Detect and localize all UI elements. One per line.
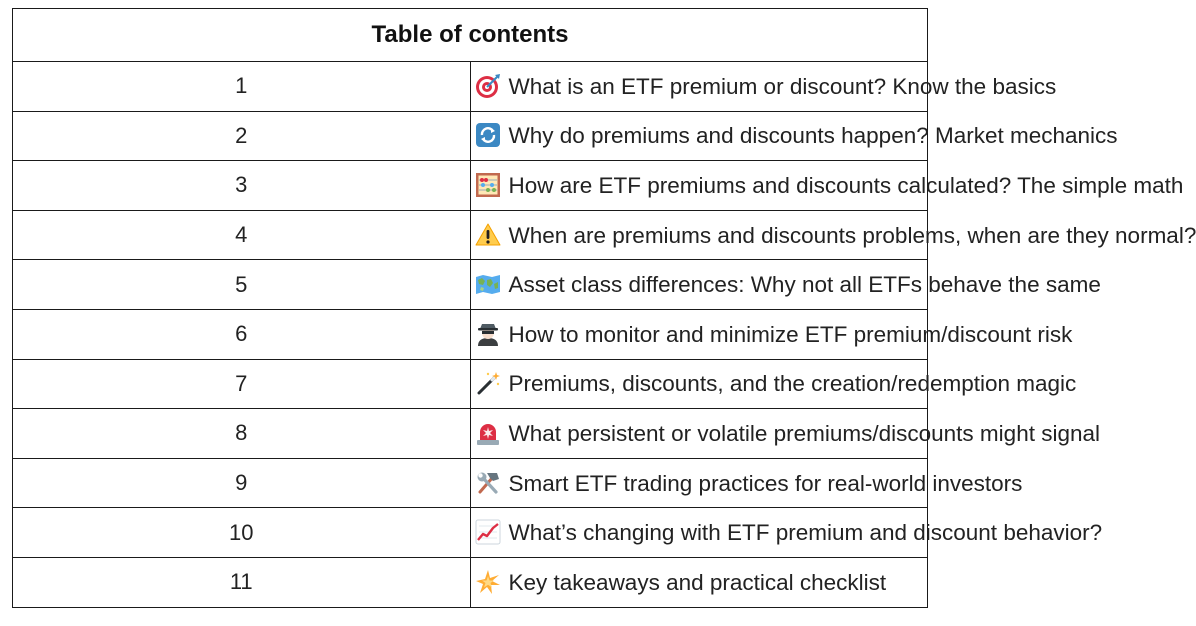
toc-item-text: Smart ETF trading practices for real-world investors — [508, 470, 1023, 496]
target-icon — [475, 73, 501, 99]
row-number: 8 — [13, 409, 471, 459]
world-map-icon — [475, 271, 501, 297]
toc-item-text: When are premiums and discounts problems, when are they normal? — [508, 222, 1196, 248]
warning-icon — [475, 222, 501, 248]
table-row — [13, 359, 928, 409]
toc-item-text: What is an ETF premium or discount? Know the basics — [508, 73, 1057, 99]
abacus-icon — [475, 172, 501, 198]
toc-item-text: Key takeaways and practical checklist — [508, 569, 887, 595]
toc-link[interactable] — [470, 359, 1077, 409]
refresh-arrows-icon — [475, 122, 501, 148]
toc-link[interactable] — [470, 62, 1057, 112]
toc-link[interactable] — [470, 111, 1118, 161]
table-row — [13, 111, 928, 161]
table-row — [13, 210, 928, 260]
magic-wand-icon — [475, 370, 501, 396]
toc-link[interactable] — [470, 309, 1073, 359]
row-number: 9 — [13, 458, 471, 508]
table-title: Table of contents — [13, 9, 928, 62]
row-number: 10 — [13, 508, 471, 558]
table-row — [13, 508, 928, 558]
toc-item-text: How to monitor and minimize ETF premium/discount risk — [508, 321, 1073, 347]
row-number: 11 — [13, 557, 471, 607]
toc-item-text: How are ETF premiums and discounts calculated? The simple math — [508, 172, 1184, 198]
table-row — [13, 309, 928, 359]
detective-icon — [475, 321, 501, 347]
toc-item-text: Why do premiums and discounts happen? Market mechanics — [508, 123, 1118, 149]
toc-link[interactable] — [470, 508, 1103, 558]
row-number: 5 — [13, 260, 471, 310]
row-number: 3 — [13, 161, 471, 211]
table-row — [13, 260, 928, 310]
toc-link[interactable] — [470, 458, 1023, 508]
table-of-contents — [12, 8, 1196, 608]
glowing-star-icon — [475, 569, 501, 595]
row-number: 4 — [13, 210, 471, 260]
row-number: 2 — [13, 111, 471, 161]
hammer-wrench-icon — [475, 470, 501, 496]
toc-link[interactable] — [470, 409, 1100, 459]
table-header-row — [13, 9, 928, 62]
table-row — [13, 557, 928, 607]
toc-link[interactable] — [470, 557, 928, 607]
row-number: 6 — [13, 309, 471, 359]
row-number: 7 — [13, 359, 471, 409]
toc-link[interactable] — [470, 161, 1184, 211]
toc-item-text: Asset class differences: Why not all ETFs behave the same — [508, 272, 1101, 298]
chart-increasing-icon — [475, 519, 501, 545]
toc-item-text: Premiums, discounts, and the creation/redemption magic — [508, 371, 1077, 397]
table-row — [13, 62, 928, 112]
table-row — [13, 161, 928, 211]
row-number: 1 — [13, 62, 471, 112]
toc-item-text: What’s changing with ETF premium and discount behavior? — [508, 520, 1103, 546]
table-row — [13, 409, 928, 459]
siren-light-icon — [475, 420, 501, 446]
table-row — [13, 458, 928, 508]
toc-link[interactable] — [470, 260, 1101, 310]
toc-link[interactable] — [470, 210, 1196, 260]
toc-item-text: What persistent or volatile premiums/discounts might signal — [508, 420, 1100, 446]
